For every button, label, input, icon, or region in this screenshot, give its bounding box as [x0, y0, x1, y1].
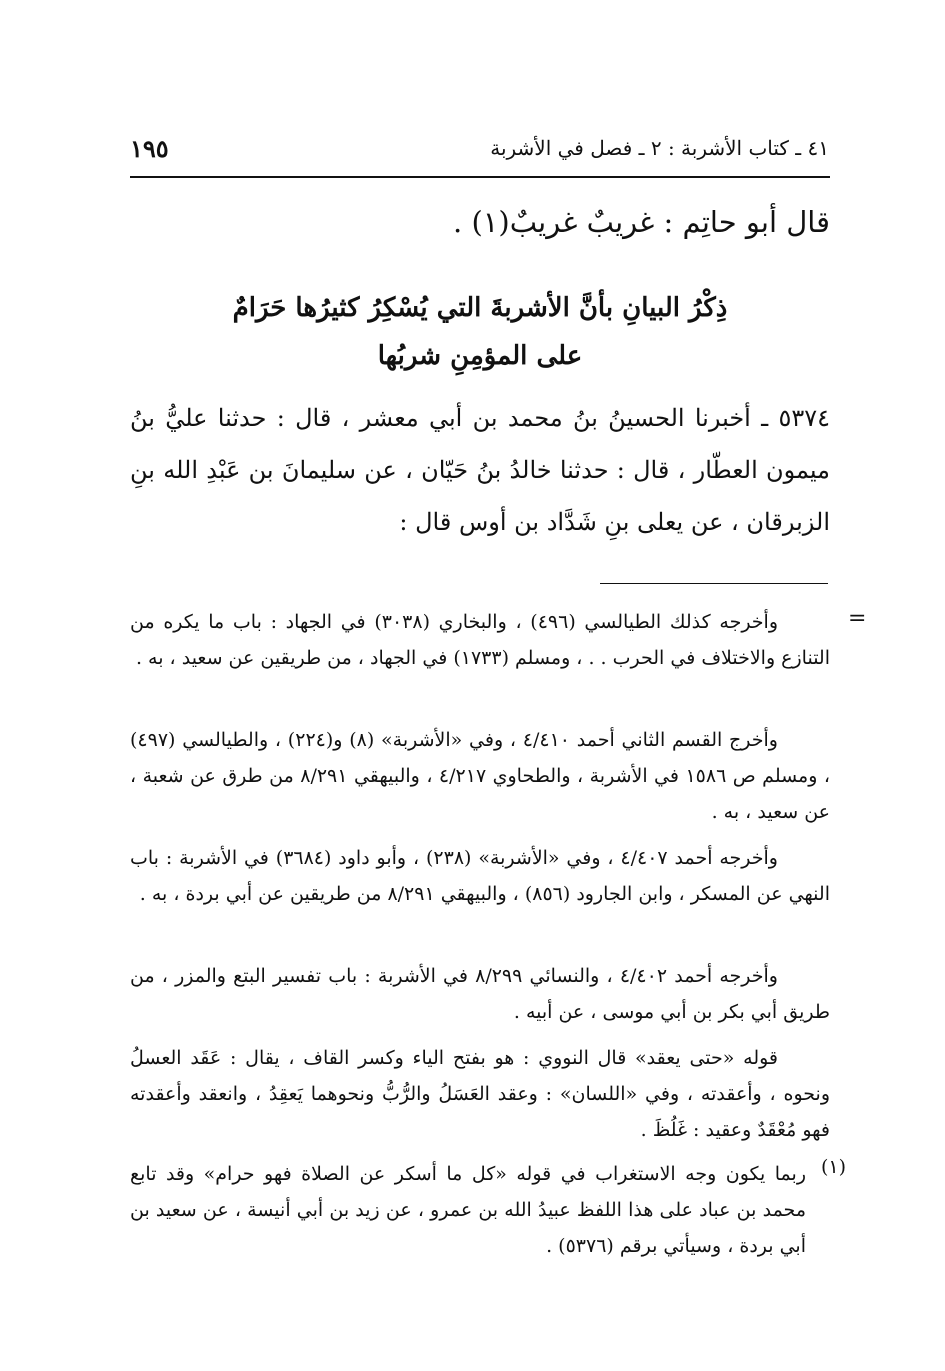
footnote-continuation-marker: =	[848, 606, 867, 631]
footnote-paragraph: وأخرجه أحمد ٤/٤٠٧ ، وفي «الأشربة» (٢٣٨) ، وأبو داود (٣٦٨٤) في الأشربة : باب النهي عن المسكر ، وابن الجارود (٨٥٦) ، والبيهقي ٨/٢٩١ من طريقين عن أبي بردة ، به .	[130, 847, 830, 905]
running-title: ٤١ ـ كتاب الأشربة : ٢ ـ فصل في الأشربة	[490, 136, 829, 160]
chapter-heading-line-1: ذِكْرُ البيانِ بأنَّ الأشربةَ التي يُسْكِرُ كثيرُها حَرَامٌ	[232, 293, 728, 323]
header-rule	[130, 176, 830, 178]
footnote-1-number: (١)	[820, 1156, 846, 1178]
footnote-paragraph: قوله «حتى يعقد» قال النووي : هو بفتح الياء وكسر القاف ، يقال : عَقَد العسلُ ونحوه ، وأعقدته ، وفي «اللسان» : وعقد العَسَلُ والرُّبُّ ونحوهما يَعقِدُ ، وانعقد وأعقدته فهو مُعْقَدٌ وعقيد : غَلُظَ .	[130, 1047, 830, 1141]
footnote-separator	[600, 583, 828, 584]
footnote-paragraph: وأخرج القسم الثاني أحمد ٤/٤١٠ ، وفي «الأشربة» (٨) و(٢٢٤) ، والطيالسي (٤٩٧) ، ومسلم ص ١٥٨٦ في الأشربة ، والطحاوي ٤/٢١٧ ، والبيهقي ٨/٢٩١ من طرق عن شعبة ، عن سعيد ، به .	[130, 729, 831, 823]
footnote-1-text: ربما يكون وجه الاستغراب في قوله «كل ما أسكر عن الصلاة فهو حرام» وقد تابع محمد بن عباد على هذا اللفظ عبيدُ الله بن عمرو ، عن زيد بن أبي أنيسة ، عن سعيد بن أبي بردة ، وسيأتي برقم (٥٣٧٦) .	[130, 1163, 806, 1257]
footnote-paragraph: وأخرجه كذلك الطيالسي (٤٩٦) ، والبخاري (٣٠٣٨) في الجهاد : باب ما يكره من التنازع والاختلاف في الحرب . . ، ومسلم (١٧٣٣) في الجهاد ، من طريقين عن سعيد ، به .	[130, 611, 830, 669]
page-number: ١٩٥	[130, 134, 169, 163]
chapter-heading-line-2: على المؤمِنِ شربُها	[377, 341, 583, 371]
chapter-heading	[130, 284, 830, 380]
footnote-paragraph: وأخرجه أحمد ٤/٤٠٢ ، والنسائي ٨/٢٩٩ في الأشربة : باب تفسير البتع والمزر ، من طريق أبي بكر بن أبي موسى ، عن أبيه .	[130, 965, 830, 1023]
hadith-text: ٥٣٧٤ ـ أخبرنا الحسينُ بنُ محمد بن أبي معشر ، قال : حدثنا عليُّ بنُ ميمون العطّار ، قال : حدثنا خالدُ بنُ حَيّان ، عن سليمانَ بن عَبْدِ الله بنِ الزبرقان ، عن يعلى بنِ شَدَّاد بن أوس قال :	[130, 404, 830, 536]
opening-line: قال أبو حاتِم : غريبٌ غريبٌ(١) .	[453, 205, 830, 239]
